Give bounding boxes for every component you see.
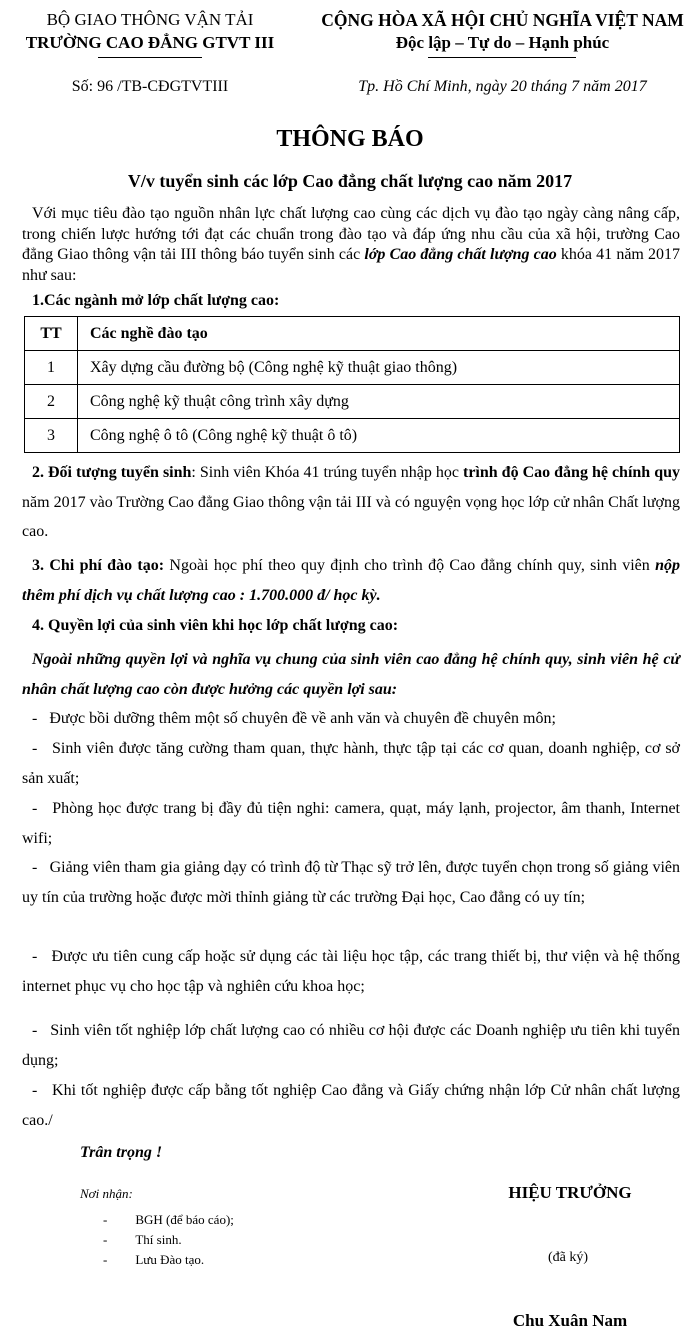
- signer-position: HIỆU TRƯỞNG: [508, 1183, 632, 1202]
- benefit-item: - Giảng viên tham gia giảng dạy có trình độ từ Thạc sỹ trở lên, được tuyển chọn trong số giảng viên uy tín của trường hoặc được mời thỉnh giảng từ các trường Đại học, Cao đẳng có uy tín;: [22, 859, 681, 906]
- closing-greeting: Trân trọng !: [80, 1144, 163, 1161]
- column-header-tt: TT: [25, 317, 78, 351]
- course-name: Xây dựng cầu đường bộ (Công nghệ kỹ thuật giao thông): [78, 351, 680, 385]
- intro-emphasis: lớp Cao đẳng chất lượng cao: [364, 246, 557, 263]
- courses-table: [24, 316, 680, 453]
- benefit-item: - Được bồi dưỡng thêm một số chuyên đề về anh văn và chuyên đề chuyên môn;: [32, 710, 556, 727]
- benefit-item: - Được ưu tiên cung cấp hoặc sử dụng các tài liệu học tập, các trang thiết bị, thư viện và hệ thống internet phục vụ cho học tập và nghiên cứu khoa học;: [22, 948, 680, 995]
- course-name: Công nghệ ô tô (Công nghệ kỹ thuật ô tô): [78, 419, 680, 453]
- section3-heading: 3. Chi phí đào tạo:: [32, 557, 165, 574]
- table-row: [25, 351, 680, 385]
- intro-text-end: khóa 41 năm 2017 như sau:: [22, 246, 681, 284]
- benefit-item: - Sinh viên tốt nghiệp lớp chất lượng cao có nhiều cơ hội được các Doanh nghiệp ưu tiên khi tuyển dụng;: [22, 1022, 681, 1069]
- recipient-item: - Lưu Đào tạo.: [103, 1252, 205, 1267]
- row-number: 2: [25, 385, 78, 419]
- section3-text: Ngoài học phí theo quy định cho trình độ Cao đẳng chính quy, sinh viên: [164, 557, 656, 574]
- ministry-name: BỘ GIAO THÔNG VẬN TẢI: [46, 10, 254, 29]
- national-motto: Độc lập – Tự do – Hạnh phúc: [395, 33, 610, 52]
- section3-emphasis: nộp thêm phí dịch vụ chất lượng cao : 1.700.000 đ/ học kỳ.: [22, 557, 680, 604]
- section1-heading: 1.Các ngành mở lớp chất lượng cao:: [32, 292, 280, 309]
- row-number: 1: [25, 351, 78, 385]
- table-header-row: [25, 317, 680, 351]
- school-name: TRƯỜNG CAO ĐẲNG GTVT III: [25, 33, 275, 52]
- section4-heading: 4. Quyền lợi của sinh viên khi học lớp chất lượng cao:: [32, 617, 399, 634]
- signed-note: (đã ký): [548, 1250, 589, 1265]
- school-underline: [98, 57, 202, 58]
- section2-heading: 2. Đối tượng tuyển sinh: [32, 464, 192, 481]
- section4-lead: Ngoài những quyền lợi và nghĩa vụ chung của sinh viên cao đẳng hệ chính quy, sinh viên hệ cử nhân chất lượng cao còn được hưởng các quyền lợi sau:: [22, 651, 680, 698]
- intro-text: Với mục tiêu đào tạo nguồn nhân lực chất lượng cao cùng các dịch vụ đào tạo ngày càng nâng cấp, trong chiến lược hướng tới đạt các chuẩn trong đào tạo và đáp ứng nhu cầu của xã hội, trường Cao đẳng Giao thông vận tải III thông báo tuyển sinh các: [22, 205, 680, 263]
- course-name: Công nghệ kỹ thuật công trình xây dựng: [78, 385, 680, 419]
- notice-subtitle: V/v tuyển sinh các lớp Cao đẳng chất lượng cao năm 2017: [127, 171, 573, 191]
- benefit-item: - Phòng học được trang bị đầy đủ tiện nghi: camera, quạt, máy lạnh, projector, âm thanh, Internet wifi;: [22, 800, 681, 847]
- intro-paragraph: [22, 204, 680, 286]
- column-header-course: Các nghề đào tạo: [78, 317, 680, 351]
- section2-emphasis: trình độ Cao đẳng hệ chính quy: [463, 464, 681, 481]
- benefit-item: - Sinh viên được tăng cường tham quan, thực hành, thực tập tại các cơ quan, doanh nghiệp, cơ sở sản xuất;: [22, 740, 681, 787]
- row-number: 3: [25, 419, 78, 453]
- table-row: [25, 385, 680, 419]
- recipient-item: - BGH (để báo cáo);: [103, 1212, 234, 1227]
- recipients-label: Nơi nhận:: [80, 1186, 133, 1201]
- republic-title: CỘNG HÒA XÃ HỘI CHỦ NGHĨA VIỆT NAM: [321, 10, 684, 30]
- section2-text-end: năm 2017 vào Trường Cao đẳng Giao thông vận tải III và có nguyện vọng học lớp cử nhân Chất lượng cao.: [22, 493, 680, 540]
- document-number: Số: 96 /TB-CĐGTVTIII: [71, 78, 229, 95]
- place-date: Tp. Hồ Chí Minh, ngày 20 tháng 7 năm 2017: [358, 78, 647, 95]
- benefit-item: - Khi tốt nghiệp được cấp bằng tốt nghiệp Cao đẳng và Giấy chứng nhận lớp Cử nhân chất lượng cao./: [22, 1082, 681, 1129]
- notice-title: THÔNG BÁO: [276, 126, 424, 152]
- recipient-item: - Thí sinh.: [103, 1232, 182, 1247]
- motto-underline: [428, 57, 576, 58]
- section2-text: : Sinh viên Khóa 41 trúng tuyển nhập học: [191, 464, 463, 481]
- signer-name: Chu Xuân Nam: [512, 1311, 628, 1330]
- section3-paragraph: [22, 551, 680, 610]
- table-row: [25, 419, 680, 453]
- section2-paragraph: [22, 458, 680, 547]
